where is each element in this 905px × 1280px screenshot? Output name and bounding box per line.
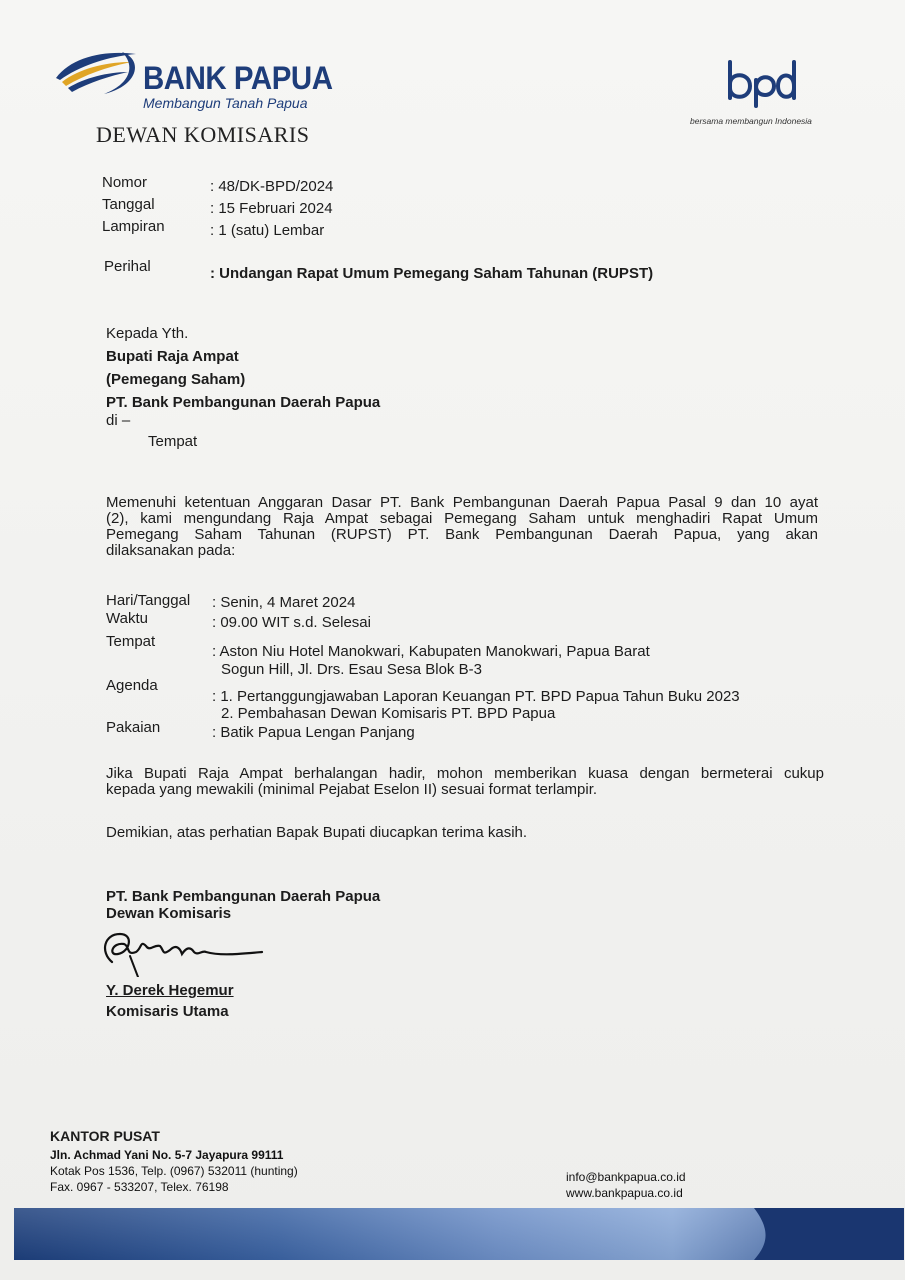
signatory-title: Komisaris Utama — [106, 1003, 229, 1020]
detail-value-agenda-1: : 1. Pertanggungjawaban Laporan Keuangan PT. BPD Papua Tahun Buku 2023 — [212, 688, 740, 705]
detail-value-hari: : Senin, 4 Maret 2024 — [212, 594, 356, 611]
recipient-place: Tempat — [148, 433, 198, 450]
footer-bar — [14, 1208, 892, 1260]
office-phone: Kotak Pos 1536, Telp. (0967) 532011 (hunting) — [50, 1164, 298, 1178]
brand-name: BANK PAPUA — [143, 60, 333, 96]
office-email: info@bankpapua.co.id — [566, 1170, 686, 1184]
bank-papua-logo-icon — [52, 46, 142, 96]
signature-org: PT. Bank Pembangunan Daerah Papua — [106, 888, 381, 905]
office-title: KANTOR PUSAT — [50, 1128, 160, 1144]
office-address: Jln. Achmad Yani No. 5-7 Jayapura 99111 — [50, 1148, 284, 1162]
detail-label-hari: Hari/Tanggal — [106, 592, 191, 609]
proxy-line: kepada yang mewakili (minimal Pejabat Eselon II) sesuai format terlampir. — [106, 781, 598, 798]
signature-unit: Dewan Komisaris — [106, 905, 232, 922]
meta-value-nomor: : 48/DK-BPD/2024 — [210, 178, 334, 195]
detail-label-pakaian: Pakaian — [106, 719, 161, 736]
meta-label-lampiran: Lampiran — [102, 218, 165, 235]
intro-line: Memenuhi ketentuan Anggaran Dasar PT. Bank Pembangunan Daerah Papua Pasal 9 dan 10 ayat — [106, 494, 818, 511]
perihal-label: Perihal — [104, 258, 151, 275]
department-title: DEWAN KOMISARIS — [96, 122, 310, 147]
bpd-logo-icon — [722, 58, 802, 108]
handwritten-signature-icon — [90, 922, 270, 977]
detail-label-waktu: Waktu — [106, 610, 148, 627]
intro-line: dilaksanakan pada: — [106, 542, 236, 559]
meta-label-nomor: Nomor — [102, 174, 148, 191]
bpd-tagline: bersama membangun Indonesia — [690, 116, 812, 126]
detail-label-agenda: Agenda — [106, 677, 158, 694]
signatory-name: Y. Derek Hegemur — [106, 982, 234, 999]
office-website: www.bankpapua.co.id — [566, 1186, 683, 1200]
intro-line: (2), kami mengundang Raja Ampat sebagai Pemegang Saham untuk menghadiri Rapat Umum — [106, 510, 818, 527]
perihal-value: : Undangan Rapat Umum Pemegang Saham Tahunan (RUPST) — [210, 265, 654, 282]
detail-value-tempat: : Aston Niu Hotel Manokwari, Kabupaten Manokwari, Papua Barat — [212, 643, 650, 660]
proxy-line: Jika Bupati Raja Ampat berhalangan hadir, mohon memberikan kuasa dengan bermeterai cukup — [106, 765, 824, 782]
detail-value-waktu: : 09.00 WIT s.d. Selesai — [212, 614, 371, 631]
brand-tagline: Membangun Tanah Papua — [143, 95, 308, 111]
recipient-name: Bupati Raja Ampat — [106, 348, 239, 365]
recipient-company: PT. Bank Pembangunan Daerah Papua — [106, 394, 381, 411]
closing-sentence: Demikian, atas perhatian Bapak Bupati diucapkan terima kasih. — [106, 824, 528, 841]
meta-value-lampiran: : 1 (satu) Lembar — [210, 222, 325, 239]
intro-line: Pemegang Saham Tahunan (RUPST) PT. Bank Pembangunan Daerah Papua, yang akan — [106, 526, 818, 543]
intro-paragraph — [106, 495, 818, 559]
meta-label-tanggal: Tanggal — [102, 196, 155, 213]
recipient-role: (Pemegang Saham) — [106, 371, 246, 388]
detail-value-tempat-line2: Sogun Hill, Jl. Drs. Esau Sesa Blok B-3 — [221, 661, 482, 678]
detail-value-agenda-2: 2. Pembahasan Dewan Komisaris PT. BPD Papua — [221, 705, 556, 722]
recipient-salutation: Kepada Yth. — [106, 325, 189, 342]
detail-label-tempat: Tempat — [106, 633, 156, 650]
proxy-paragraph — [106, 766, 824, 798]
recipient-di: di – — [106, 412, 131, 429]
footer-swoosh-icon — [754, 1208, 904, 1260]
office-fax: Fax. 0967 - 533207, Telex. 76198 — [50, 1180, 229, 1194]
meta-value-tanggal: : 15 Februari 2024 — [210, 200, 333, 217]
detail-value-pakaian: : Batik Papua Lengan Panjang — [212, 724, 415, 741]
